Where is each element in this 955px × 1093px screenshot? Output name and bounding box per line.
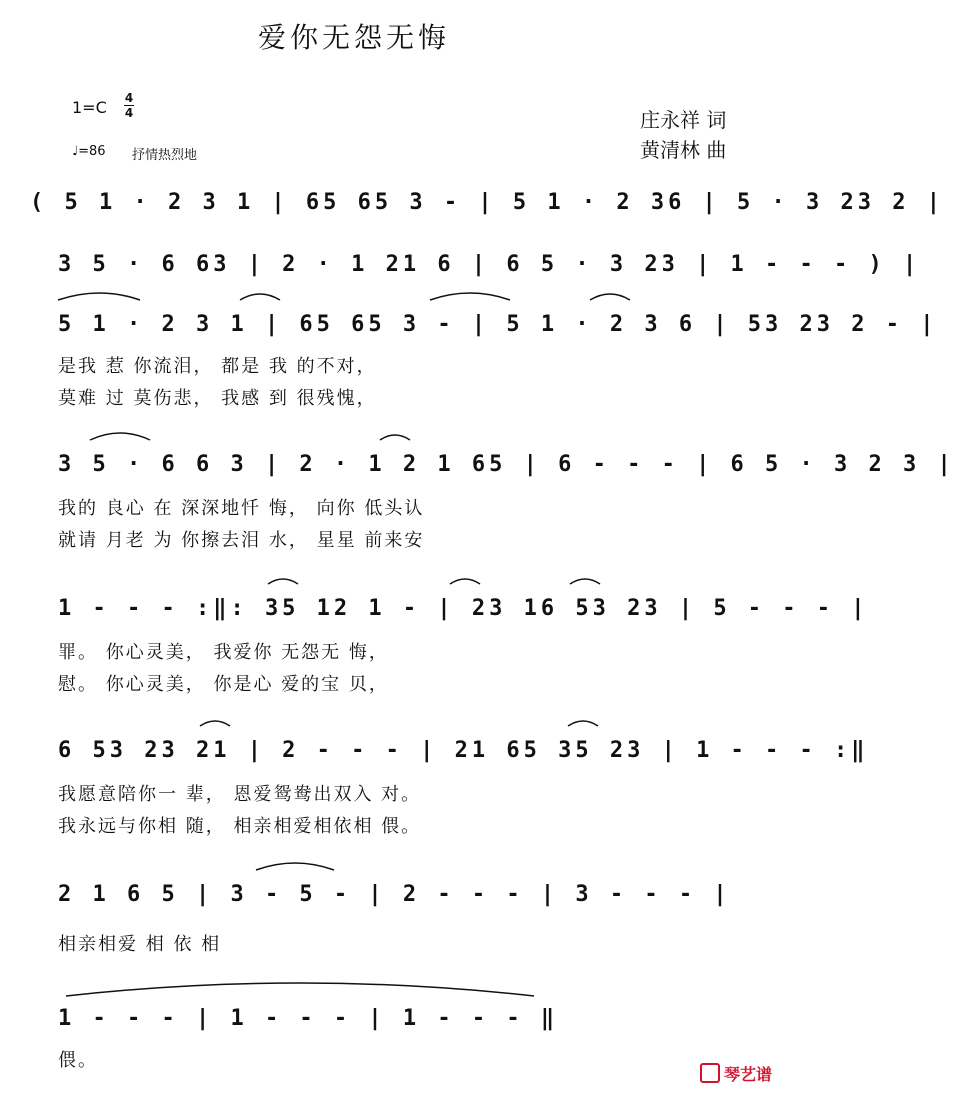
lyric-row-4-verse-2: 就请 月老 为 你擦去泪 水， 星星 前来安	[58, 530, 425, 551]
notation-row-7: 2 1 6 5 | 3 - 5 - | 2 - - - | 3 - - - |	[58, 882, 731, 907]
notation-row-2: 3 5 · 6 63 | 2 · 1 21 6 | 6 5 · 3 23 | 1 - - - ) |	[58, 252, 921, 277]
notation-row-6: 6 53 23 21 | 2 - - - | 21 65 35 23 | 1 - - - :‖	[58, 738, 869, 763]
lyric-row-6-verse-1: 我愿意陪你一 辈， 恩爱鸳鸯出双入 对。	[58, 784, 422, 805]
slur-mark	[58, 293, 140, 300]
watermark-text: 琴艺谱	[724, 1065, 773, 1084]
lyric-row-7: 相亲相爱 相 依 相	[58, 934, 222, 955]
lyricist-credit: 庄永祥 词	[640, 108, 727, 132]
slur-mark	[240, 294, 280, 300]
slur-mark	[450, 579, 480, 584]
key-signature: 1=C	[72, 98, 107, 117]
lyric-row-3-verse-2: 莫难 过 莫伤悲， 我感 到 很残愧，	[58, 388, 377, 409]
lyric-row-5-verse-1: 罪。 你心灵美， 我爱你 无怨无 悔，	[58, 642, 389, 663]
expression-marking: 抒情热烈地	[132, 148, 198, 163]
slur-mark	[590, 294, 630, 300]
notation-row-4: 3 5 · 6 6 3 | 2 · 1 2 1 65 | 6 - - - | 6 5 · 3 2 3 |	[58, 452, 955, 477]
lyric-row-5-verse-2: 慰。 你心灵美， 你是心 爱的宝 贝，	[58, 674, 389, 695]
lyric-row-8: 偎。	[58, 1050, 98, 1071]
slur-mark	[380, 435, 410, 440]
slur-mark	[430, 293, 510, 300]
time-signature-top: 4	[124, 91, 134, 105]
slur-mark	[66, 983, 534, 996]
lyric-row-3-verse-1: 是我 惹 你流泪， 都是 我 的不对，	[58, 356, 377, 377]
time-signature-bottom: 4	[124, 106, 134, 120]
notation-row-1: ( 5 1 · 2 3 1 | 65 65 3 - | 5 1 · 2 36 | 5 · 3 23 2 |	[30, 190, 944, 215]
lyric-row-4-verse-1: 我的 良心 在 深深地忏 悔， 向你 低头认	[58, 498, 425, 519]
song-title: 爱你无怨无悔	[258, 21, 451, 54]
notation-row-3: 5 1 · 2 3 1 | 65 65 3 - | 5 1 · 2 3 6 | 53 23 2 - |	[58, 312, 938, 337]
slur-mark	[256, 863, 334, 870]
slur-mark	[90, 433, 150, 440]
slur-mark	[570, 579, 600, 584]
tempo-marking: ♩=86	[72, 144, 106, 159]
composer-credit: 黄清林 曲	[640, 138, 727, 162]
lyric-row-6-verse-2: 我永远与你相 随， 相亲相爱相依相 偎。	[58, 816, 422, 837]
slur-mark	[268, 579, 298, 584]
watermark-logo	[700, 1062, 772, 1085]
slur-mark	[200, 721, 230, 726]
slur-mark	[568, 721, 598, 726]
notation-row-5: 1 - - - :‖: 35 12 1 - | 23 16 53 23 | 5 - - - |	[58, 596, 869, 621]
logo-icon	[700, 1063, 720, 1083]
notation-row-8: 1 - - - | 1 - - - | 1 - - - ‖	[58, 1006, 559, 1031]
